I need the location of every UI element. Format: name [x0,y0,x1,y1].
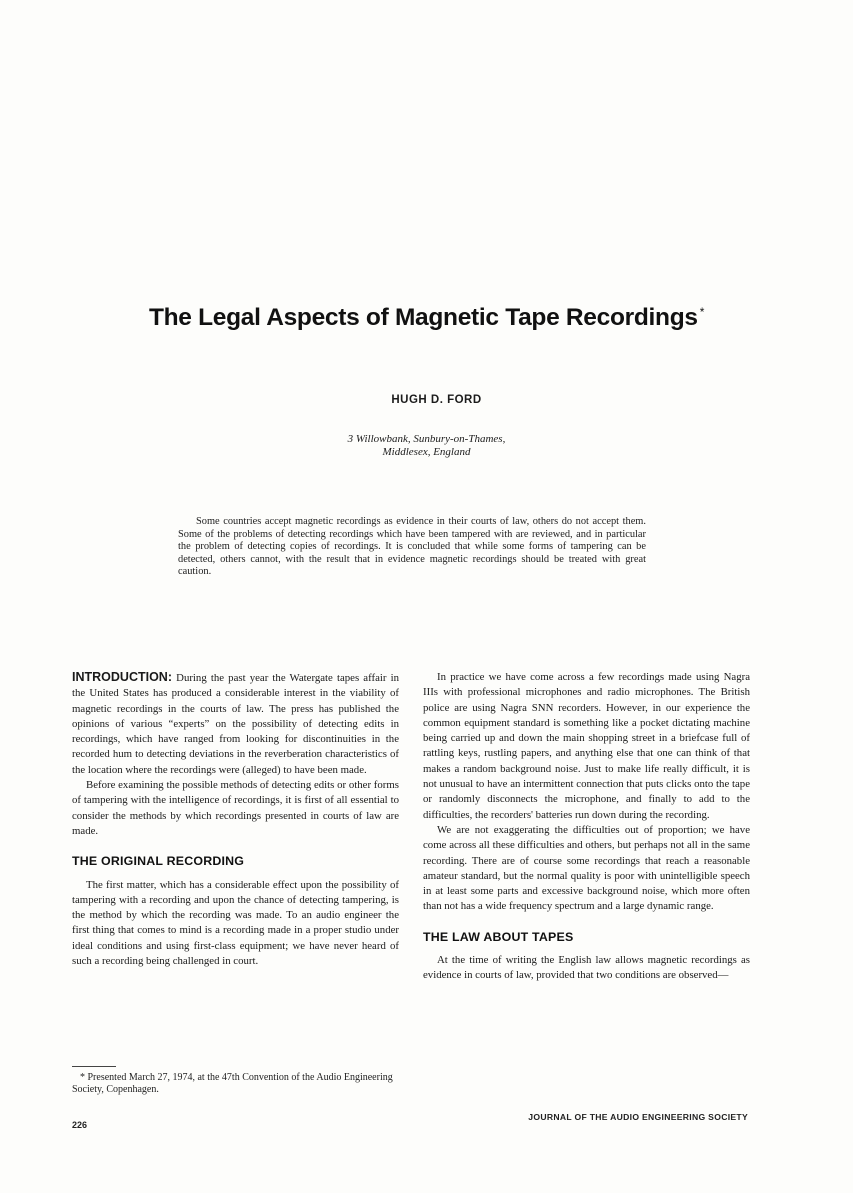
left-column [72,670,399,969]
page-number: 226 [72,1120,88,1130]
title-text: The Legal Aspects of Magnetic Tape Recordings [148,304,698,331]
right-paragraph-2: We are not exaggerating the difficulties out of proportion; we have come across all these difficulties and others, but perhaps not all in the same recording. There are of course some recordings that reach a reasonable amateur standard, but the normal quality is poor with unintelligible speech in at least some parts and excessive background noise, which more often than not has a wide frequency spectrum and a large dynamic range. [423,823,750,913]
footnote-divider [72,1066,116,1067]
section-heading-law-about-tapes: THE LAW ABOUT TAPES [423,929,574,944]
affiliation-line-2: Middlesex, England [382,446,471,458]
journal-footer: JOURNAL OF THE AUDIO ENGINEERING SOCIETY [528,1112,748,1122]
left-paragraph-3: The first matter, which has a considerable effect upon the possibility of tampering with a recording and upon the chance of detecting tampering, is the method by which the recording was made. To an audio engineer the first thing that comes to mind is a recording made in a proper studio under ideal conditions and using first-class equipment; we have never heard of such a recording being challenged in court. [72,878,399,968]
right-column [423,670,750,984]
author-name: HUGH D. FORD [391,394,482,406]
intro-heading: INTRODUCTION: [72,670,172,684]
title-footnote-mark: * [699,304,705,319]
affiliation-line-1: 3 Willowbank, Sunbury-on-Thames, [347,433,506,445]
affiliation [0,433,853,459]
right-paragraph-3: At the time of writing the English law allows magnetic recordings as evidence in courts of law, provided that two conditions are observed— [423,954,750,982]
right-paragraph-1: In practice we have come across a few recordings made using Nagra IIIs with professional microphones and radio microphones. The British police are using Nagra SNN recorders. However, in our experience the common equipment standard is something like a pocket dictating machine being carried up and down the main shopping street in a briefcase full of rattling keys, rustling papers, and anything else that one can think of that makes a random background noise. Just to make life really difficult, it is not unusual to have an intermittent connection that puts clicks onto the tape or randomly disconnects the microphone, and finally to add to the difficulties, the recorders' batteries run down during the recording. [423,671,750,821]
abstract: Some countries accept magnetic recordings as evidence in their courts of law, others do not accept them. Some of the problems of detecting recordings which have been tampered with are reviewed, and in particular the problem of detecting copies of recordings. It is concluded that while some forms of tampering can be detected, others cannot, with the result that in evidence magnetic recordings should be treated with great caution. [178,516,646,578]
paper-title [0,304,853,332]
footnote: * Presented March 27, 1974, at the 47th Convention of the Audio Engineering Society, Copenhagen. [72,1072,393,1095]
left-paragraph-2: Before examining the possible methods of detecting edits or other forms of tampering with the intelligence of recordings, it is first of all essential to consider the methods by which recordings presented in courts of law are made. [72,779,399,837]
intro-text: During the past year the Watergate tapes affair in the United States has produced a considerable interest in the viability of magnetic recordings in the courts of law. The press has published the opinions of various “experts” on the possibility of detecting edits in recordings, which have ranged from looking for discontinuities in the recorded hum to detecting deviations in the reverberation characteristics of the location where the recordings were (alleged) to have been made. [72,672,400,776]
intro-paragraph [72,670,399,778]
section-heading-original-recording: THE ORIGINAL RECORDING [72,854,245,869]
